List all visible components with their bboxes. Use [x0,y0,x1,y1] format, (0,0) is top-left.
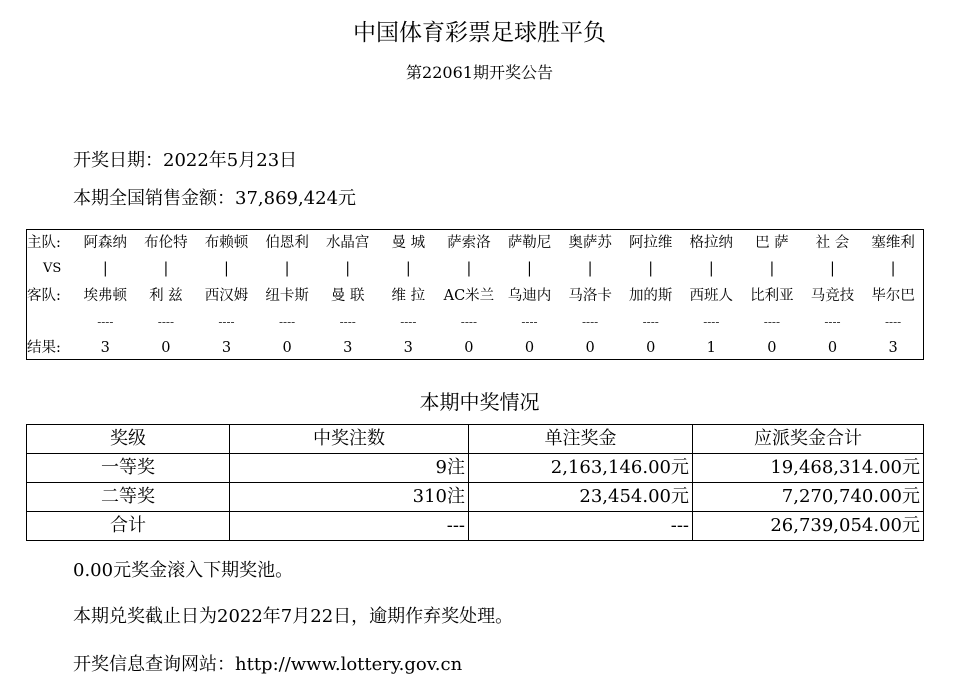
home-label: 主队: [27,235,61,251]
vs-mark: | [890,261,896,277]
prize-header-row [27,425,924,454]
away-team: 马竞技 [810,288,855,304]
match-column [75,230,136,359]
prize-per-bet: 23,454.00元 [469,483,693,512]
away-team: 乌迪内 [507,288,552,304]
home-team: 水晶宫 [325,235,370,251]
match-result: 3 [221,340,232,356]
away-team: 西班人 [689,288,734,304]
separator-dash: ---- [157,315,174,329]
away-team: 纽卡斯 [265,288,309,304]
header-winning-bets: 中奖注数 [230,425,469,454]
home-team: 布伦特 [144,235,188,251]
separator-dash: ---- [642,315,659,329]
away-label: 客队: [27,288,61,304]
match-column [136,230,197,359]
winning-bets: --- [230,512,469,541]
separator-dash: ---- [97,315,114,329]
vs-mark: | [708,261,714,277]
match-column [560,230,621,359]
rollover-note: 0.00元奖金滚入下期奖池。 [73,560,294,581]
separator-dash: ---- [278,315,296,329]
home-team: 阿拉维 [628,235,673,251]
result-label: 结果: [27,340,61,356]
match-result: 0 [827,340,838,356]
home-team: 巴 萨 [755,235,789,251]
matches-table [26,229,924,360]
separator-dash: ---- [581,315,599,329]
home-team: 伯恩利 [265,235,309,251]
home-team: 格拉纳 [689,235,734,251]
separator-dash: ---- [339,315,356,329]
winning-bets: 9注 [230,454,469,483]
match-column [863,230,924,359]
match-column [620,230,681,359]
home-team: 萨索洛 [447,235,491,251]
match-result: 3 [888,340,898,356]
vs-mark: | [224,261,229,277]
home-team: 萨勒尼 [507,235,552,251]
header-prize-per-bet: 单注奖金 [469,425,693,454]
total-prize: 7,270,740.00元 [693,483,924,512]
separator-dash: ---- [400,315,417,329]
match-column [742,230,803,359]
separator-dash: ---- [218,315,235,329]
away-team: 比利亚 [750,288,794,304]
match-result: 0 [282,340,292,356]
match-column [196,230,257,359]
website-note: 开奖信息查询网站：http://www.lottery.gov.cn [73,654,463,675]
vs-mark: | [587,261,593,277]
vs-mark: | [102,261,108,277]
prize-per-bet: --- [469,512,693,541]
away-team: 加的斯 [628,288,673,304]
separator-dash: ---- [521,315,538,329]
winning-bets: 310注 [230,483,469,512]
away-team: 毕尔巴 [871,288,915,304]
match-result: 0 [464,340,474,356]
match-result: 1 [706,340,716,356]
match-result: 3 [403,340,413,356]
deadline-note: 本期兑奖截止日为2022年7月22日，逾期作弃奖处理。 [73,606,514,627]
away-team: 西汉姆 [204,288,249,304]
match-column [681,230,742,359]
away-team: 马洛卡 [568,288,612,304]
separator-dash: ---- [460,315,477,329]
match-result: 0 [585,340,595,356]
sales-amount: 本期全国销售金额：37,869,424元 [73,188,357,209]
vs-mark: | [163,261,169,277]
prize-row-total [27,512,924,541]
vs-mark: | [527,261,532,277]
vs-label: VS [43,261,62,276]
home-team: 阿森纳 [83,235,128,251]
prize-table [26,424,924,541]
separator-dash: ---- [703,315,720,329]
vs-mark: | [284,261,290,277]
match-column [257,230,318,359]
vs-mark: | [405,261,411,277]
away-team: 埃弗顿 [83,288,128,304]
prize-row-second [27,483,924,512]
separator-dash: ---- [884,315,902,329]
total-prize: 26,739,054.00元 [693,512,924,541]
separator-dash: ---- [824,315,841,329]
away-team: 维 拉 [391,288,426,304]
home-team: 塞维利 [871,235,915,251]
header-total-prize: 应派奖金合计 [693,425,924,454]
prize-section-title: 本期中奖情况 [419,390,540,414]
away-team: 曼 联 [330,288,365,304]
away-team: 利 兹 [149,288,183,304]
vs-mark: | [769,261,775,277]
home-team: 布赖顿 [204,235,249,251]
match-column [499,230,560,359]
vs-mark: | [345,261,351,277]
vs-mark: | [466,261,472,277]
match-result: 3 [343,340,353,356]
match-result: 0 [646,340,656,356]
vs-mark: | [830,261,835,277]
header-prize-level: 奖级 [27,425,230,454]
match-column [378,230,439,359]
match-column [439,230,500,359]
match-column [802,230,863,359]
draw-date: 开奖日期：2022年5月23日 [73,150,298,171]
page-title: 中国体育彩票足球胜平负 [353,20,606,46]
match-result: 0 [524,340,535,356]
match-result: 3 [100,340,110,356]
vs-mark: | [648,261,654,277]
prize-level: 合计 [27,512,230,541]
match-result: 0 [161,340,171,356]
prize-per-bet: 2,163,146.00元 [469,454,693,483]
total-prize: 19,468,314.00元 [693,454,924,483]
separator-dash: ---- [763,315,780,329]
home-team: 奥萨苏 [568,235,612,251]
away-team: AC米兰 [443,288,495,304]
prize-row-first [27,454,924,483]
home-team: 社 会 [815,235,850,251]
home-team: 曼 城 [391,235,426,251]
match-column [317,230,378,359]
page-subtitle: 第22061期开奖公告 [406,63,553,82]
prize-level: 二等奖 [27,483,230,512]
prize-level: 一等奖 [27,454,230,483]
match-result: 0 [767,340,777,356]
